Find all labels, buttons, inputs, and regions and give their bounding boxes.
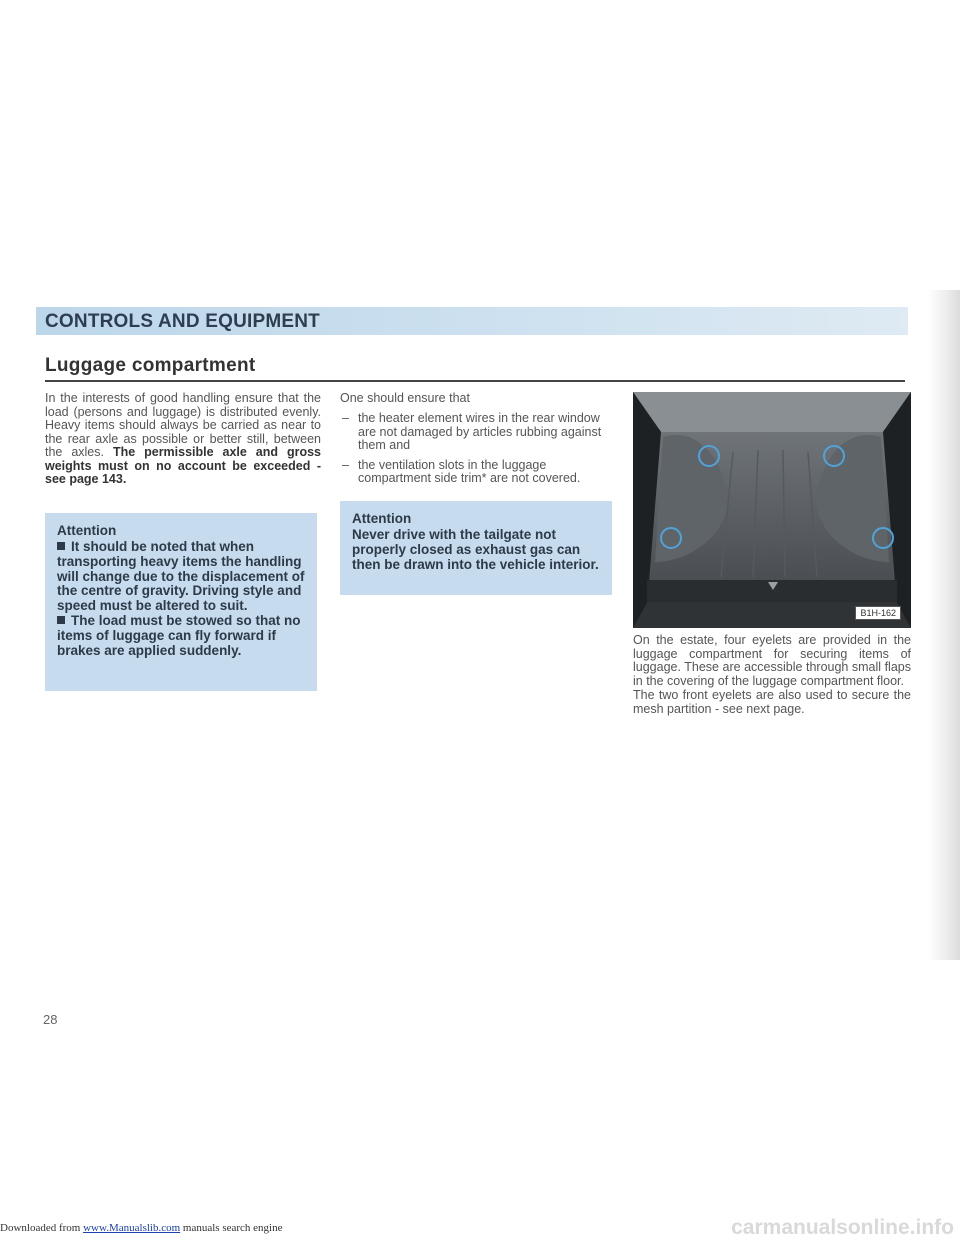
luggage-compartment-photo [633, 392, 911, 628]
col1-intro-paragraph [45, 392, 321, 487]
download-footer [0, 1222, 282, 1234]
site-watermark: carmanualsonline.info [731, 1216, 954, 1239]
dash-marker: – [342, 411, 349, 425]
col3-paragraph-2: The two front eyelets are also used to secure the mesh partition - see next page. [633, 688, 911, 716]
page-edge-shadow [928, 290, 960, 960]
dash-marker: – [342, 457, 349, 472]
section-title: Luggage compartment [45, 355, 256, 376]
photo-reference-code: B1H-162 [855, 606, 901, 620]
col2-attention-text: Never drive with the tailgate not properly closed as exhaust gas can then be drawn into the vehicle interior. [352, 527, 599, 572]
col1-attention-box [45, 513, 317, 691]
col1-attention-item-1 [57, 540, 307, 614]
col1-attention-item-2-text: The load must be stowed so that no items of luggage can fly forward if brakes are applied suddenly. [57, 612, 301, 658]
col2-attention-box [340, 501, 612, 595]
list-item [340, 459, 616, 486]
title-divider [45, 380, 905, 382]
page-number: 28 [43, 1012, 58, 1027]
luggage-compartment-illustration [633, 392, 911, 628]
col2-intro: One should ensure that [340, 391, 470, 405]
footer-suffix: manuals search engine [182, 1222, 283, 1234]
col1-intro-bold: The permissible axle and gross weights must on no account be exceeded - see page 143. [45, 445, 321, 486]
col1-attention-item-2 [57, 614, 307, 658]
chapter-title: CONTROLS AND EQUIPMENT [45, 311, 320, 332]
bullet-square-icon [57, 542, 65, 550]
footer-prefix: Downloaded from [0, 1222, 81, 1234]
col3-paragraph-1: On the estate, four eyelets are provided in the luggage compartment for securing items of luggage. These are accessible through small flaps in the covering of the luggage compartment floor. [633, 633, 911, 688]
list-item-text: the ventilation slots in the luggage compartment side trim* are not covered. [358, 457, 581, 485]
bullet-square-icon [57, 616, 65, 624]
list-item-text: the heater element wires in the rear window are not damaged by articles rubbing against them and [358, 411, 602, 452]
col1-intro-text: In the interests of good handling ensure that the load (persons and luggage) is distributed evenly. Heavy items should always be carried as near to the rear axle as possible or better still, between the axles. [45, 391, 321, 459]
col2-dash-list [340, 412, 616, 492]
list-item [340, 412, 616, 453]
col2-attention-title: Attention [352, 511, 412, 526]
col1-attention-title: Attention [57, 523, 117, 538]
manualslib-link[interactable]: www.Manualslib.com [83, 1222, 181, 1234]
col1-attention-item-1-text: It should be noted that when transporting heavy items the handling will change due to the displacement of the centre of gravity. Driving style and speed must be altered to suit. [57, 539, 305, 614]
